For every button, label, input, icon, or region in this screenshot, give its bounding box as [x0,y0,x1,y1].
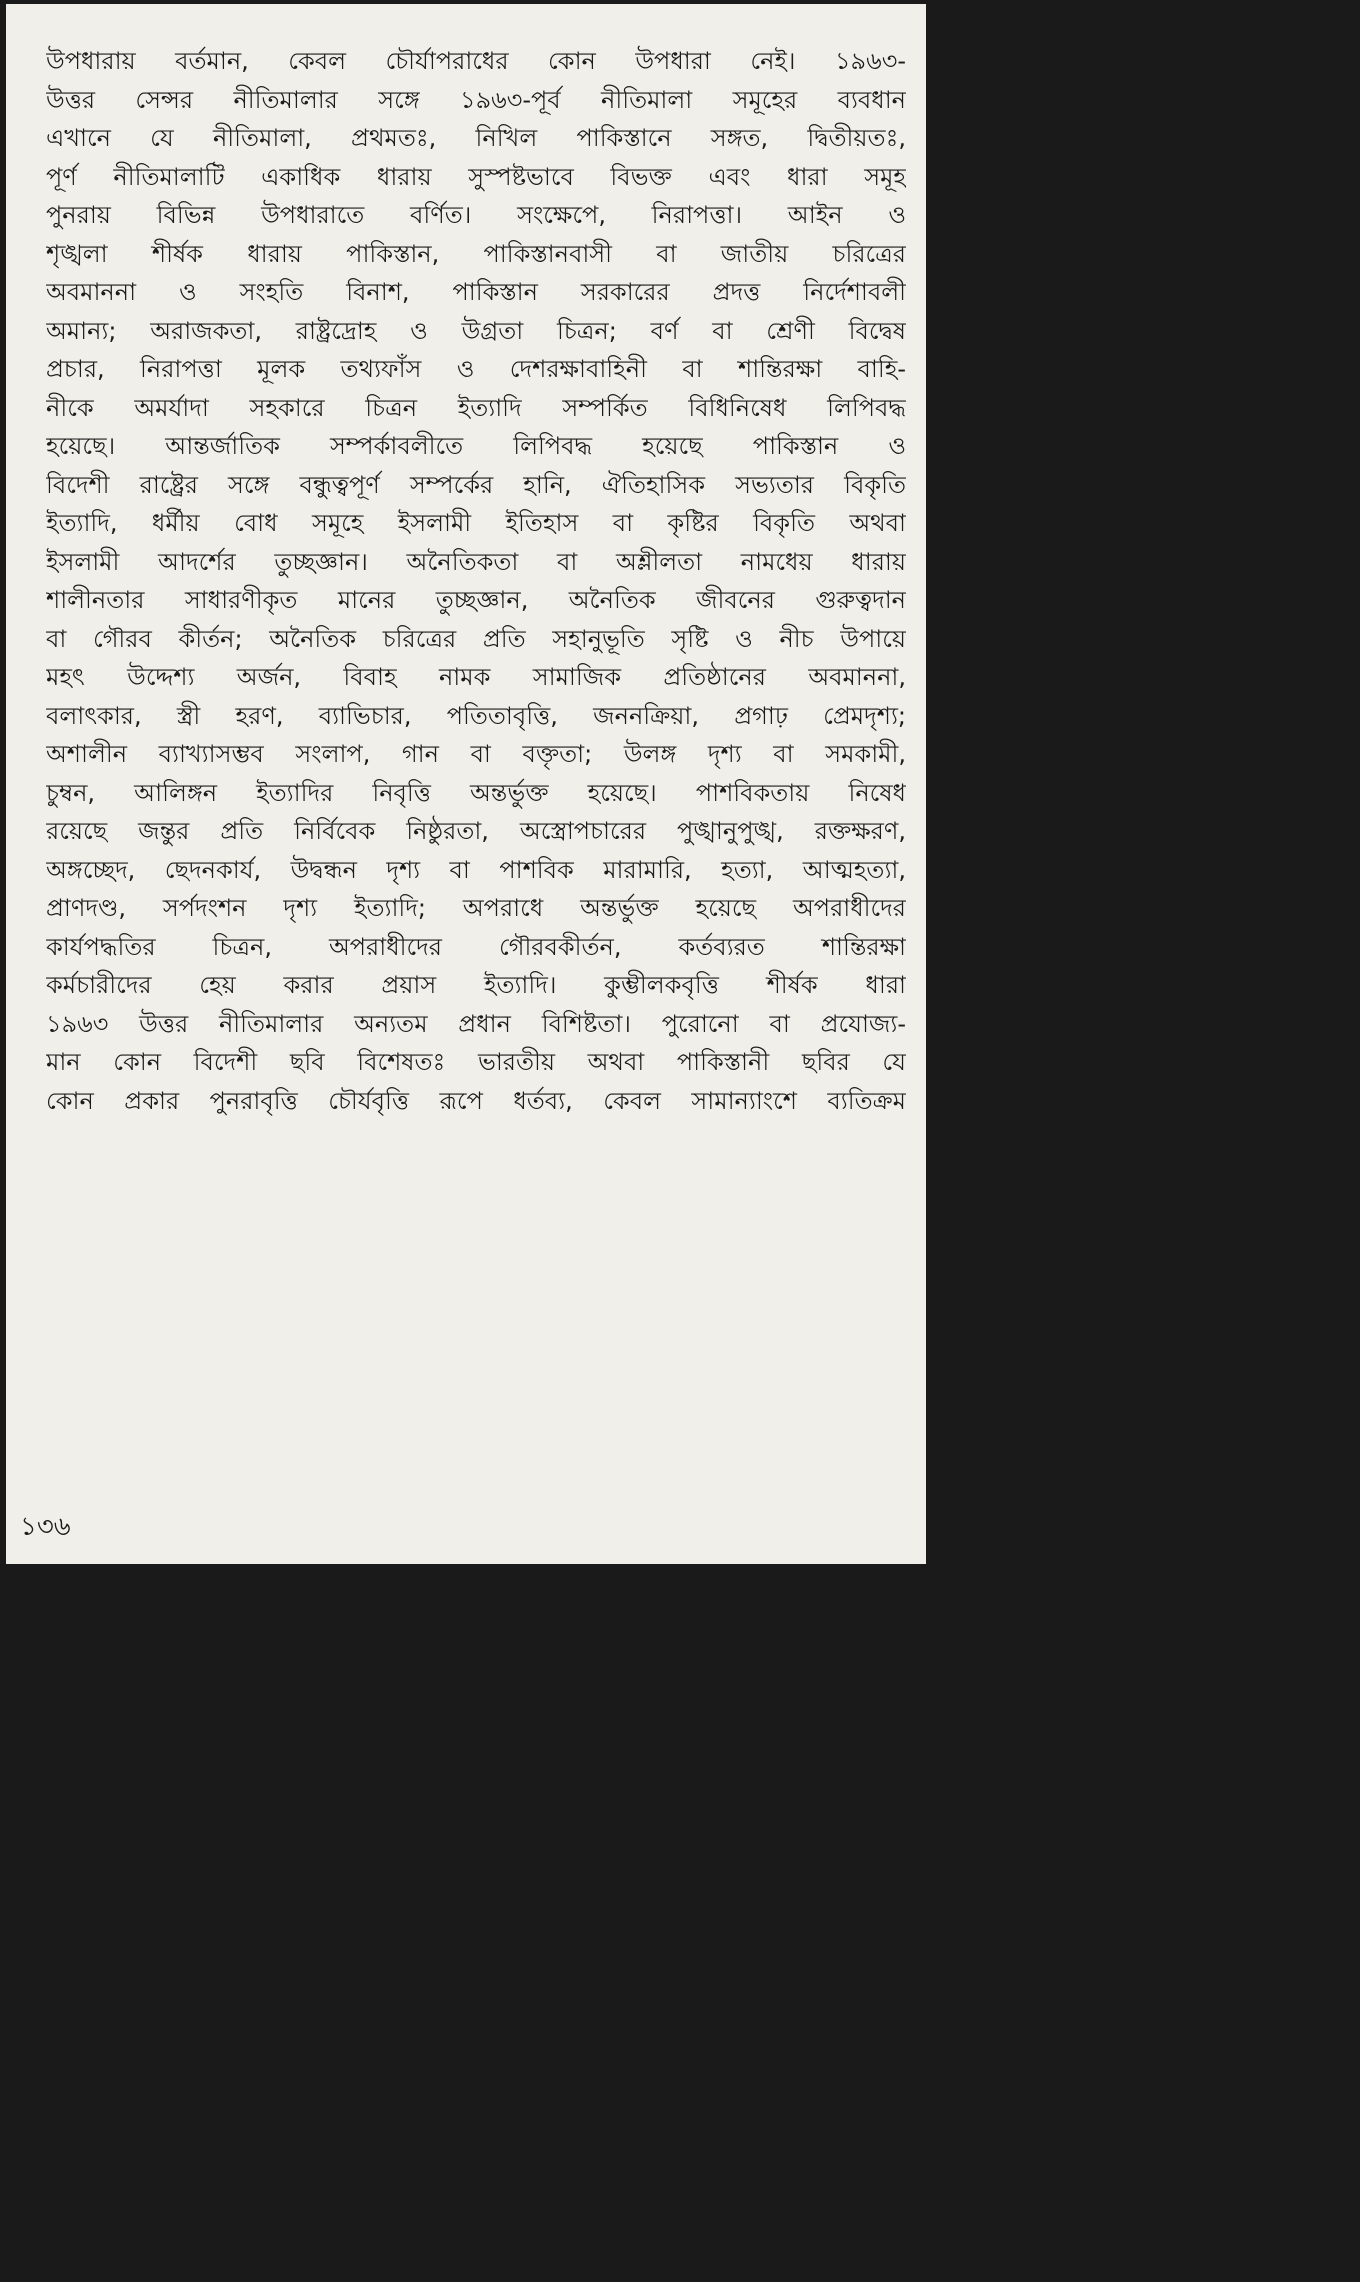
text-line-22: অঙ্গচ্ছেদ, ছেদনকার্য, উদ্বন্ধন দৃশ্য বা পাশবিক মারামারি, হত্যা, আত্মহত্যা, [46,855,906,884]
text-line-17: মহৎ উদ্দেশ্য অর্জন, বিবাহ নামক সামাজিক প্রতিষ্ঠানের অবমাননা, [46,663,906,691]
text-line-25: কর্মচারীদের হেয় করার প্রয়াস ইত্যাদি। কুম্ভীলকবৃত্তি শীর্ষক ধারা [46,971,906,999]
text-line-10: নীকে অমর্যাদা সহকারে চিত্রন ইত্যাদি সম্পর্কিত বিধিনিষেধ লিপিবদ্ধ [46,393,906,422]
text-line-6: শৃঙ্খলা শীর্ষক ধারায় পাকিস্তান, পাকিস্তানবাসী বা জাতীয় চরিত্রের [46,239,906,268]
text-line-9: প্রচার, নিরাপত্তা মূলক তথ্যফাঁস ও দেশরক্ষাবাহিনী বা শান্তিরক্ষা বাহি- [46,355,906,383]
text-line-5: পুনরায় বিভিন্ন উপধারাতে বর্ণিত। সংক্ষেপে, নিরাপত্তা। আইন ও [46,201,906,229]
text-line-23: প্রাণদণ্ড, সর্পদংশন দৃশ্য ইত্যাদি; অপরাধে অন্তর্ভুক্ত হয়েছে অপরাধীদের [46,894,906,922]
text-line-11: হয়েছে। আন্তর্জাতিক সম্পর্কাবলীতে লিপিবদ্ধ হয়েছে পাকিস্তান ও [46,432,906,460]
text-line-24: কার্যপদ্ধতির চিত্রন, অপরাধীদের গৌরবকীর্তন, কর্তব্যরত শান্তিরক্ষা [46,932,906,961]
text-line-3: এখানে যে নীতিমালা, প্রথমতঃ, নিখিল পাকিস্তানে সঙ্গত, দ্বিতীয়তঃ, [46,124,906,152]
text-line-8: অমান্য; অরাজকতা, রাষ্ট্রদ্রোহ ও উগ্রতা চিত্রন; বর্ণ বা শ্রেণী বিদ্বেষ [46,316,906,345]
text-line-20: চুম্বন, আলিঙ্গন ইত্যাদির নিবৃত্তি অন্তর্ভুক্ত হয়েছে। পাশবিকতায় নিষেধ [46,778,906,807]
text-line-28: কোন প্রকার পুনরাবৃত্তি চৌর্যবৃত্তি রূপে ধর্তব্য, কেবল সামান্যাংশে ব্যতিক্রম [46,1086,906,1115]
text-line-15: শালীনতার সাধারণীকৃত মানের তুচ্ছজ্ঞান, অনৈতিক জীবনের গুরুত্বদান [46,586,906,614]
text-line-26: ১৯৬৩ উত্তর নীতিমালার অন্যতম প্রধান বিশিষ্টতা। পুরোনো বা প্রযোজ্য- [46,1009,906,1038]
text-line-4: পূর্ণ নীতিমালাটি একাধিক ধারায় সুস্পষ্টভাবে বিভক্ত এবং ধারা সমূহ [46,162,906,191]
text-line-21: রয়েছে জন্তুর প্রতি নির্বিবেক নিষ্ঠুরতা, অস্ত্রোপচারের পুঙ্খানুপুঙ্খ, রক্তক্ষরণ, [46,817,906,845]
text-line-12: বিদেশী রাষ্ট্রের সঙ্গে বন্ধুত্বপূর্ণ সম্পর্কের হানি, ঐতিহাসিক সভ্যতার বিকৃতি [46,470,906,499]
text-line-2: উত্তর সেন্সর নীতিমালার সঙ্গে ১৯৬৩-পূর্ব নীতিমালা সমূহের ব্যবধান [46,85,906,114]
text-line-1: উপধারায় বর্তমান, কেবল চৌর্যাপরাধের কোন উপধারা নেই। ১৯৬৩- [46,47,906,75]
text-line-18: বলাৎকার, স্ত্রী হরণ, ব্যাভিচার, পতিতাবৃত্তি, জননক্রিয়া, প্রগাঢ় প্রেমদৃশ্য; [46,701,906,730]
text-line-7: অবমাননা ও সংহতি বিনাশ, পাকিস্তান সরকারের প্রদত্ত নির্দেশাবলী [46,278,906,306]
text-line-19: অশালীন ব্যাখ্যাসম্ভব সংলাপ, গান বা বক্তৃতা; উলঙ্গ দৃশ্য বা সমকামী, [46,740,906,768]
text-line-13: ইত্যাদি, ধর্মীয় বোধ সমূহে ইসলামী ইতিহাস বা কৃষ্টির বিকৃতি অথবা [46,509,906,537]
text-line-16: বা গৌরব কীর্তন; অনৈতিক চরিত্রের প্রতি সহানুভূতি সৃষ্টি ও নীচ উপায়ে [46,624,906,653]
body-text [46,42,906,1120]
page-number: ১৩৬ [20,1512,71,1542]
book-page [6,4,926,1564]
text-line-14: ইসলামী আদর্শের তুচ্ছজ্ঞান। অনৈতিকতা বা অশ্লীলতা নামধেয় ধারায় [46,547,906,576]
text-line-27: মান কোন বিদেশী ছবি বিশেষতঃ ভারতীয় অথবা পাকিস্তানী ছবির যে [46,1048,906,1076]
